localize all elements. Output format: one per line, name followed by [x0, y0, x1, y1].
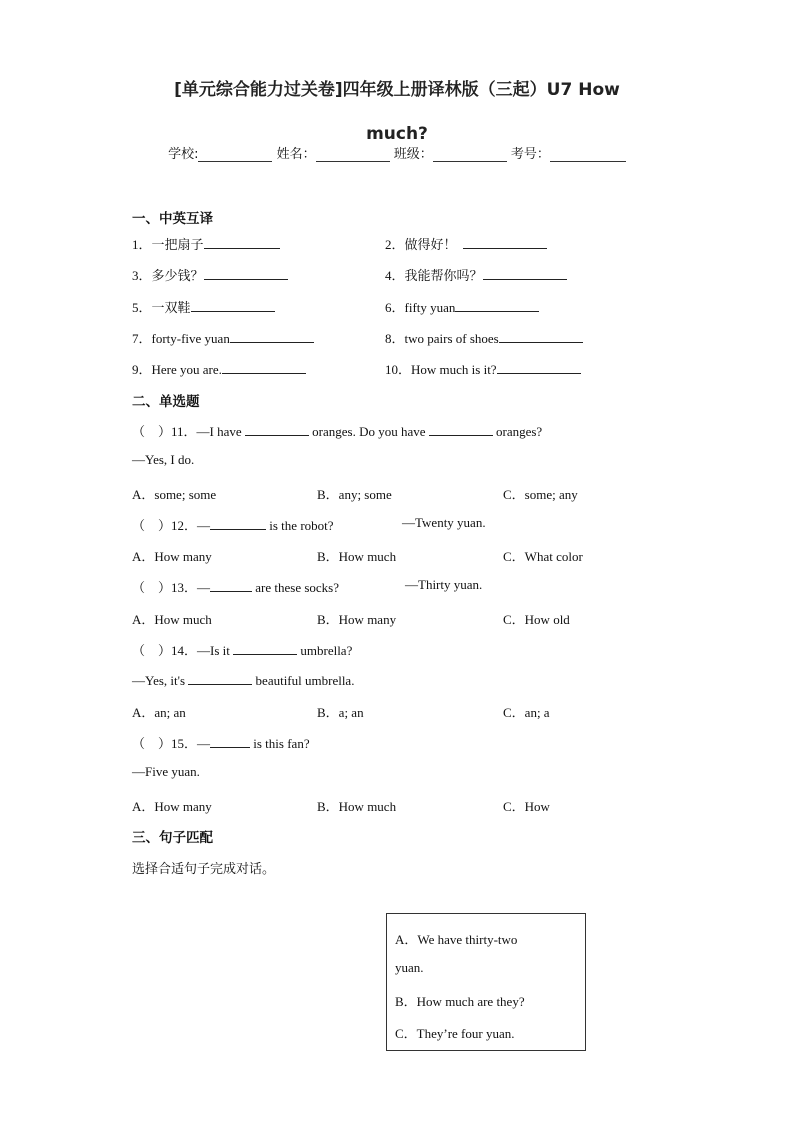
- answer-blank[interactable]: [210, 516, 266, 530]
- question-14-option-b[interactable]: B．a; an: [317, 705, 364, 720]
- translate-item-8: [385, 328, 583, 347]
- answer-blank[interactable]: [204, 235, 280, 249]
- stem-text: oranges. Do you have: [308, 424, 429, 439]
- question-14-answer: [132, 671, 354, 689]
- class-blank[interactable]: [433, 147, 507, 162]
- translate-item-7: [132, 328, 314, 347]
- translate-item-5: [132, 297, 275, 316]
- name-label: 姓名：: [276, 147, 316, 162]
- question-15-option-b[interactable]: B．How much: [317, 799, 397, 814]
- title-line-1: [单元综合能力过关卷]四年级上册译林版（三起）U7 How: [174, 80, 620, 100]
- answer-blank[interactable]: [191, 298, 275, 312]
- stem-text: is the robot?: [266, 518, 334, 533]
- number-blank[interactable]: [550, 147, 626, 162]
- question-11-answer: —Yes, I do.: [132, 452, 195, 467]
- answer-text: beautiful umbrella.: [252, 673, 355, 688]
- school-label: 学校:: [168, 147, 199, 162]
- box-option-a-cont: yuan.: [395, 960, 424, 975]
- question-14-stem: [132, 640, 352, 659]
- stem-text: （ ）15．—: [132, 736, 211, 751]
- answer-blank[interactable]: [483, 266, 567, 280]
- answer-blank[interactable]: [210, 734, 250, 748]
- question-12-option-c[interactable]: C．What color: [503, 549, 583, 564]
- section-3-instruction: 选择合适句子完成对话。: [132, 862, 276, 877]
- answer-blank[interactable]: [245, 422, 309, 436]
- item-text: 2．做得好！: [385, 237, 457, 252]
- answer-blank[interactable]: [497, 360, 581, 374]
- translate-item-2: [385, 234, 547, 253]
- question-14-option-a[interactable]: A．an; an: [132, 705, 186, 720]
- section-1-heading: 一、中英互译: [132, 211, 213, 227]
- question-14-option-c[interactable]: C．an; a: [503, 705, 550, 720]
- box-option-c: C．They’re four yuan.: [395, 1026, 515, 1041]
- question-15-option-c[interactable]: C．How: [503, 799, 550, 814]
- title-line-2: much?: [366, 124, 428, 144]
- item-text: 9．Here you are.: [132, 362, 222, 377]
- question-13-reply: —Thirty yuan.: [405, 577, 483, 592]
- item-text: 8．two pairs of shoes: [385, 331, 499, 346]
- school-blank[interactable]: [198, 147, 272, 162]
- stem-text: oranges?: [492, 424, 543, 439]
- sentence-options-box: [386, 913, 586, 1051]
- item-text: 4．我能帮你吗？: [385, 268, 483, 283]
- item-text: 10．How much is it?: [385, 362, 497, 377]
- answer-blank[interactable]: [455, 298, 539, 312]
- class-label: 班级：: [393, 147, 433, 162]
- translate-item-10: [385, 359, 581, 378]
- item-text: 1．一把扇子: [132, 237, 204, 252]
- answer-blank[interactable]: [499, 329, 583, 343]
- answer-blank[interactable]: [463, 235, 547, 249]
- answer-blank[interactable]: [230, 329, 314, 343]
- answer-blank[interactable]: [429, 422, 493, 436]
- stem-text: （ ）13．—: [132, 580, 211, 595]
- question-12-stem: [132, 515, 334, 534]
- question-15-option-a[interactable]: A．How many: [132, 799, 212, 814]
- number-label: 考号：: [510, 147, 550, 162]
- box-option-a: A．We have thirty-two: [395, 932, 518, 947]
- question-15-answer: —Five yuan.: [132, 764, 200, 779]
- name-blank[interactable]: [316, 147, 390, 162]
- item-text: 3．多少钱？: [132, 268, 204, 283]
- question-13-option-a[interactable]: A．How much: [132, 612, 212, 627]
- stem-text: （ ）12．—: [132, 518, 211, 533]
- question-15-stem: [132, 733, 310, 752]
- item-text: 6．fifty yuan: [385, 300, 456, 315]
- answer-blank[interactable]: [210, 578, 252, 592]
- stem-text: （ ）11．—I have: [132, 424, 245, 439]
- item-text: 5．一双鞋: [132, 300, 191, 315]
- item-text: 7．forty-five yuan: [132, 331, 230, 346]
- answer-text: —Yes, it's: [132, 673, 189, 688]
- stem-text: umbrella?: [297, 643, 353, 658]
- section-3-heading: 三、句子匹配: [132, 830, 213, 846]
- translate-item-3: [132, 265, 288, 284]
- answer-blank[interactable]: [233, 641, 297, 655]
- question-13-option-b[interactable]: B．How many: [317, 612, 397, 627]
- stem-text: are these socks?: [252, 580, 340, 595]
- question-12-option-b[interactable]: B．How much: [317, 549, 397, 564]
- answer-blank[interactable]: [188, 671, 252, 685]
- answer-blank[interactable]: [204, 266, 288, 280]
- translate-item-1: [132, 234, 280, 253]
- section-2-heading: 二、单选题: [132, 394, 200, 410]
- translate-item-9: [132, 359, 306, 378]
- question-12-reply: —Twenty yuan.: [402, 515, 486, 530]
- stem-text: is this fan?: [250, 736, 310, 751]
- stem-text: （ ）14．—Is it: [132, 643, 234, 658]
- question-12-option-a[interactable]: A．How many: [132, 549, 212, 564]
- question-13-stem: [132, 577, 339, 596]
- question-11-option-b[interactable]: B．any; some: [317, 487, 392, 502]
- student-info-row: [0, 143, 794, 162]
- translate-item-6: [385, 297, 539, 316]
- question-13-option-c[interactable]: C．How old: [503, 612, 570, 627]
- box-option-b: B．How much are they?: [395, 994, 525, 1009]
- question-11-option-a[interactable]: A．some; some: [132, 487, 217, 502]
- answer-blank[interactable]: [222, 360, 306, 374]
- question-11-option-c[interactable]: C．some; any: [503, 487, 578, 502]
- translate-item-4: [385, 265, 567, 284]
- question-11-stem: [132, 421, 542, 440]
